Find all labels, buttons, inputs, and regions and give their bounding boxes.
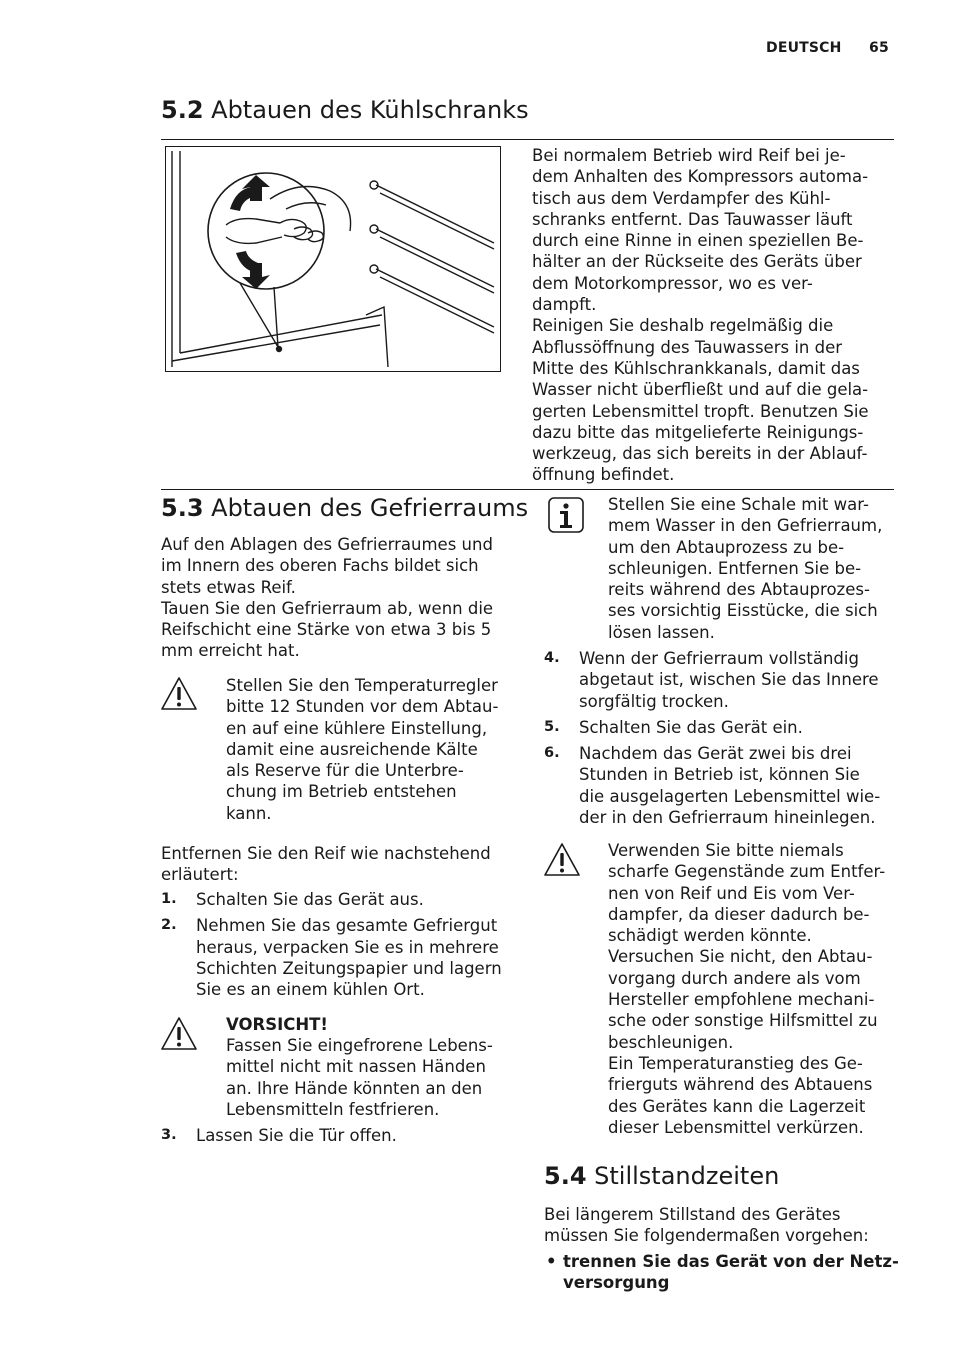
list-item	[544, 648, 904, 712]
section-heading-5-4	[544, 1161, 779, 1191]
section-divider	[161, 489, 894, 490]
section-5-2-text: Bei normalem Betrieb wird Reif bei je- dem Anhalten des Kompressors automa- tisch aus dem Verdampfer des Kühl- schranks entfernt. Das Tauwasser läuft durch eine Rinne in einen speziellen Be- hälter an der Rückseite des Geräts über dem Motorkompressor, wo es ver- dampft. Reinigen Sie deshalb regelmäßig die Abflussöffnung des Tauwassers in der Mitte des Kühlschrankkanals, damit das Wasser nicht überfließt und auf die gela- gerten Lebensmittel tropft. Benutzen Sie dazu bitte das mitgelieferte Reinigungs- werkzeug, das sich bereits in der Ablauf- öffnung befindet.	[532, 146, 869, 485]
warning-notice-1: Stellen Sie den Temperaturregler bitte 12 Stunden vor dem Abtau- en auf eine kühlere Einstellung, damit eine ausreichende Kälte als Reserve für die Unterbre- chung im Betrieb entstehen kann.	[226, 676, 499, 823]
step-text: Lassen Sie die Tür offen.	[196, 1126, 397, 1145]
list-item	[161, 915, 521, 1000]
warning-triangle-icon	[160, 676, 198, 717]
list-item	[161, 1125, 521, 1146]
list-item	[544, 1251, 918, 1294]
info-icon	[548, 497, 584, 538]
step-number: 3.	[161, 1127, 177, 1143]
list-item	[161, 889, 521, 910]
step-text: Schalten Sie das Gerät aus.	[196, 890, 424, 909]
step-number: 4.	[544, 650, 560, 666]
section-title: Abtauen des Kühlschranks	[211, 96, 529, 124]
section-heading-5-3	[161, 493, 528, 523]
step-number: 2.	[161, 917, 177, 934]
info-notice: Stellen Sie eine Schale mit war- mem Wasser in den Gefrierraum, um den Abtauprozess zu be- schleunigen. Entfernen Sie be- reits während des Abtauprozes- ses vorsichtig Eisstücke, die sich lösen lassen.	[608, 495, 883, 642]
caution-text: Fassen Sie eingefrorene Lebens- mittel nicht mit nassen Händen an. Ihre Hände könnten an den Lebensmitteln festfrieren.	[226, 1036, 493, 1119]
section-number: 5.2	[161, 96, 204, 124]
defrost-drain-illustration	[165, 146, 501, 372]
bullet-text: trennen Sie das Gerät von der Netz- versorgung	[563, 1252, 899, 1293]
bullet-icon: •	[546, 1252, 557, 1271]
step-number: 6.	[544, 745, 560, 762]
warning-triangle-icon	[543, 842, 581, 883]
section-number: 5.4	[544, 1162, 587, 1190]
section-title: Abtauen des Gefrierraums	[211, 494, 529, 522]
step-number: 5.	[544, 718, 560, 735]
page-number: 65	[869, 40, 889, 56]
steps-list-b	[544, 648, 904, 833]
section-5-4-text: Bei längerem Stillstand des Gerätes müssen Sie folgendermaßen vorgehen:	[544, 1205, 869, 1246]
list-item	[544, 743, 904, 828]
step-text: Schalten Sie das Gerät ein.	[579, 717, 803, 737]
section-divider	[161, 139, 894, 140]
steps-list-a	[161, 889, 521, 1005]
step-number: 1.	[161, 891, 177, 907]
step-text: Nachdem das Gerät zwei bis drei Stunden in Betrieb ist, können Sie die ausgelagerten Lebensmittel wie- der in den Gefrierraum hineinlegen.	[579, 744, 881, 828]
steps-list-step3	[161, 1125, 521, 1151]
section-number: 5.3	[161, 494, 204, 522]
list-item	[544, 717, 904, 738]
section-title: Stillstandzeiten	[594, 1162, 780, 1190]
step-text: Wenn der Gefrierraum vollständig abgetaut ist, wischen Sie das Innere sorgfältig trocken.	[579, 649, 879, 711]
section-heading-5-2	[161, 95, 529, 125]
header-language: DEUTSCH	[766, 40, 842, 56]
remove-frost-intro: Entfernen Sie den Reif wie nachstehend erläutert:	[161, 844, 491, 885]
step-text: Nehmen Sie das gesamte Gefriergut heraus, verpacken Sie es in mehrere Schichten Zeitungspapier und lagern Sie es an einem kühlen Ort.	[196, 916, 502, 1000]
fridge-drain-drawing	[166, 147, 500, 371]
caution-title: VORSICHT!	[226, 1015, 328, 1034]
warning-triangle-icon	[160, 1016, 198, 1057]
section-5-3-intro: Auf den Ablagen des Gefrierraumes und im Innern des oberen Fachs bildet sich stets etwas Reif. Tauen Sie den Gefrierraum ab, wenn die Reifschicht eine Stärke von etwa 3 bis 5 mm erreicht hat.	[161, 535, 494, 661]
warning-notice-2: Verwenden Sie bitte niemals scharfe Gegenstände zum Entfer- nen von Reif und Eis vom Ver- dampfer, da dieser dadurch be- schädigt werden könnte. Versuchen Sie nicht, den Abtau- vorgang durch andere als vom Hersteller empfohlene mechani- sche oder sonstige Hilfsmittel zu beschleunigen. Ein Temperaturanstieg des Ge- frierguts während des Abtauens des Gerätes kann die Lagerzeit dieser Lebensmittel verkürzen.	[608, 841, 886, 1137]
